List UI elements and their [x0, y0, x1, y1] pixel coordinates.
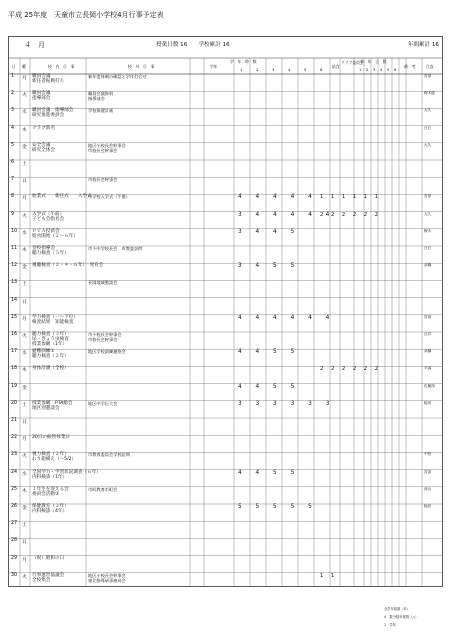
col-g1: 1: [240, 67, 243, 72]
row-weekday: 水: [22, 471, 27, 477]
row-day: 23: [11, 452, 18, 458]
row-day: 9: [11, 211, 15, 217]
row-weekday: 火: [22, 334, 27, 339]
row-duty: 白井: [424, 332, 432, 336]
row-duty: 宮部: [424, 194, 432, 199]
row-weekday: 土: [22, 402, 27, 408]
col-g3: 3: [272, 67, 275, 72]
footer-note-1: 全学年総数（O）: [384, 607, 410, 611]
row-weekday: 月: [22, 76, 27, 81]
row-duty: 宮部: [424, 314, 432, 319]
row-internal-event: 職員会議 新任者振興打ち: [32, 74, 65, 84]
row-duty: 稲田: [424, 504, 432, 508]
row-day: 20: [11, 400, 18, 406]
row-day: 14: [11, 297, 18, 303]
row-internal-event: 視力検査（２年） わり砲備え（～5/2）: [32, 452, 77, 463]
row-internal-event: 授業参観 PTA総会 地区別懇談会: [32, 400, 73, 411]
row-weekday: 木: [22, 488, 27, 494]
row-weekday: 日: [22, 540, 27, 546]
row-internal-event: ＰＴＡ役員会 給食開始（２～６年）: [32, 228, 78, 239]
row-day: 29: [11, 555, 18, 561]
col-internal: 校 内 行 事: [48, 64, 75, 69]
row-duty: 平潟: [424, 366, 432, 371]
month-label: ４ 月: [24, 41, 45, 49]
row-weekday: 水: [22, 110, 27, 116]
col-d2: 2: [366, 67, 369, 72]
row-external-event: 市小中学校長会 市教委訪問: [88, 246, 143, 251]
col-weekday: 曜: [22, 64, 26, 69]
row-day: 1: [11, 74, 15, 79]
row-day: 15: [11, 314, 18, 320]
row-external-event: 市校長会幹事会: [88, 177, 118, 183]
row-internal-event: 職員会議 指導部会: [32, 91, 51, 102]
col-club: クラブ委員会: [341, 60, 364, 65]
col-d1: 1: [359, 67, 362, 72]
row-duty: 高橋: [424, 263, 432, 268]
row-duty: 宮部: [424, 469, 432, 474]
row-day: 12: [11, 263, 18, 269]
row-weekday: 土: [22, 162, 27, 167]
row-internal-event: 入学式（午前） 子ども会指名会: [32, 211, 65, 222]
row-hours: 4 4 5 5: [238, 383, 301, 390]
annual-total: 年間累計 16: [407, 42, 439, 48]
row-day: 2: [11, 91, 15, 97]
row-internal-event: （祝）昭和の日: [32, 555, 65, 561]
row-internal-event: 安全会議 研究全体会: [32, 142, 55, 153]
row-external-event: 長岡地域懇談会: [88, 280, 118, 286]
row-duty: 稲田: [424, 400, 432, 405]
row-day: 4: [11, 125, 15, 131]
row-internal-event: 職員会議 指導部会 研究推進委員会: [32, 108, 74, 119]
row-day: 18: [11, 366, 18, 372]
row-weekday: 火: [22, 574, 27, 580]
row-duty: 高橋: [424, 349, 432, 354]
col-notes: 備 考: [404, 64, 416, 69]
row-weekday: 水: [22, 351, 27, 357]
row-day: 19: [11, 383, 18, 389]
row-hours: 4 4 5 5: [238, 349, 301, 356]
col-d5: 5: [387, 67, 390, 72]
row-external-event: 市教育委員会学校訪問: [88, 452, 130, 458]
row-internal-event: 視聴検査（２・４・６年） 発育会: [32, 263, 104, 269]
row-day: 26: [11, 504, 18, 509]
row-internal-event: クラブ新名: [32, 125, 55, 131]
days-summary: 授業日数 16 学校累計 16: [156, 42, 230, 48]
row-weekday: 金: [22, 385, 27, 391]
col-g2: 2: [256, 67, 259, 72]
row-day: 5: [11, 142, 15, 148]
row-weekday: 日: [22, 179, 27, 185]
row-external-event: 地区小校長会幹事会 東北指導研事務局会: [88, 572, 126, 583]
col-day: 日: [12, 64, 16, 69]
row-internal-event: １年生を迎える会 委員会活動③: [32, 486, 69, 497]
row-day: 16: [11, 332, 18, 337]
row-day: 25: [11, 486, 18, 492]
row-day: 17: [11, 349, 18, 355]
row-external-event: 職員会議資料 指導部会: [88, 91, 114, 102]
row-internal-event: 聴力検査（３年） 尿・ぎょう虫検査 授業参観（1年）: [32, 332, 69, 347]
row-weekday: 金: [22, 265, 27, 271]
row-weekday: 日: [22, 299, 27, 305]
col-g5: 5: [304, 67, 307, 72]
row-days: 1 1: [320, 572, 338, 579]
row-weekday: 土: [22, 523, 27, 529]
row-internal-event: 学力検査（一～下位） 検査結果 知能検査: [32, 314, 78, 325]
row-internal-event: 身体計測（全校）: [32, 366, 69, 372]
schedule-grid: [8, 36, 443, 587]
row-day: 6: [11, 160, 15, 165]
row-external-event: 市町教育市町会: [88, 486, 118, 492]
row-external-event: 中学校入学式（午後）: [88, 194, 130, 200]
row-duty: 大久: [424, 211, 432, 216]
row-duty: 大久: [424, 142, 432, 147]
row-internal-event: 全国学力・学習状況調査（６年） 内科検診（1年）: [32, 469, 101, 480]
row-hours: 3 4 4 4 4 4: [238, 211, 336, 218]
col-lunch: 給食: [332, 64, 340, 69]
row-external-event: 市小校長会幹事会 市校長会幹事会: [88, 332, 122, 342]
row-weekday: 木: [22, 127, 27, 133]
row-day: 30: [11, 572, 18, 578]
row-internal-event: 始業式 新任式 入学式: [32, 194, 92, 200]
row-day: 28: [11, 538, 18, 544]
row-internal-event: 登校指導会 聴力検査（５年）: [32, 246, 69, 256]
row-weekday: 月: [22, 196, 27, 202]
col-d6: 6: [394, 67, 397, 72]
row-day: 21: [11, 418, 18, 423]
row-internal-event: 20日の振替休業日: [32, 435, 71, 441]
row-day: 10: [11, 228, 18, 234]
row-weekday: 金: [22, 144, 27, 150]
row-weekday: 火: [22, 93, 27, 99]
footer-note-3: 1 学年: [384, 623, 396, 627]
row-hours: 4 4 5 5: [238, 469, 301, 476]
row-hours: 5 5 5 5 5: [238, 504, 318, 510]
row-duty: 白石: [424, 246, 432, 250]
row-weekday: 月: [22, 557, 27, 563]
row-duty: 大久: [424, 108, 432, 113]
row-weekday: 日: [22, 420, 27, 425]
row-hours: 4 4 4 4 4 4: [238, 314, 336, 321]
row-weekday: 月: [22, 316, 27, 322]
row-weekday: 木: [22, 368, 27, 374]
row-external-event: 地区中学伝大会: [88, 400, 118, 406]
row-duty: 中野: [424, 452, 432, 457]
row-internal-event: 避難訓練① 聴力検査（２年）: [32, 349, 69, 360]
row-external-event: 地区学校訓練連絡会: [88, 349, 126, 355]
col-hours: 学 年 時 数: [230, 59, 257, 64]
row-weekday: 火: [22, 454, 27, 460]
row-weekday: 木: [22, 248, 27, 253]
col-external: 校 外 行 事: [128, 64, 155, 69]
row-day: 13: [11, 280, 18, 286]
row-hours: 3 4 5 5: [238, 263, 301, 270]
col-days: 学 年 日 数: [360, 59, 387, 64]
row-weekday: 月: [22, 437, 27, 443]
row-days: 1 1 1 1 1 1: [320, 194, 382, 201]
row-day: 27: [11, 521, 18, 527]
row-duty: 白石: [424, 125, 432, 130]
col-g6: 6: [320, 67, 323, 72]
row-day: 8: [11, 194, 15, 200]
row-day: 11: [11, 246, 18, 251]
footer-note-2: 4 数分数年総数（△）: [384, 615, 419, 619]
col-grade: 学年: [210, 64, 218, 69]
row-duty: 宮部: [424, 74, 432, 78]
row-day: 24: [11, 469, 18, 475]
col-g4: 4: [288, 67, 291, 72]
row-internal-event: 行事運営協議会 全校集会: [32, 572, 65, 583]
row-duty: 梅木: [424, 228, 432, 233]
row-weekday: 火: [22, 213, 27, 219]
row-external-event: 新年度体制の確認と学年打合せ: [88, 74, 147, 79]
row-internal-event: 保健教室（２年） 内科検診（4年）: [32, 504, 69, 514]
row-day: 7: [11, 177, 15, 183]
row-weekday: 土: [22, 282, 27, 288]
row-day: 3: [11, 108, 15, 114]
month-header: [8, 36, 443, 58]
page-title: 平成 25年度 天童市立長岡小学校4月行事予定表: [8, 11, 164, 19]
col-duty: 日直: [426, 64, 434, 69]
row-weekday: 水: [22, 230, 27, 236]
row-days: 2 2 2 2 2 2: [320, 366, 382, 373]
row-weekday: 金: [22, 506, 27, 511]
row-duty: 梅木健: [424, 91, 435, 96]
row-days: 2 2 2 2 2 2: [320, 211, 382, 218]
row-hours: 3 3 3 3 3 3: [238, 400, 336, 407]
col-d3: 3: [373, 67, 376, 72]
row-hours: 3 4 4 5: [238, 228, 301, 235]
row-day: 22: [11, 435, 18, 441]
row-duty: 西山: [424, 486, 432, 491]
col-d4: 4: [380, 67, 383, 72]
row-external-event: 地区小校長会幹事会 市校長会幹事会: [88, 142, 126, 153]
row-external-event: 学校保健計画: [88, 108, 114, 114]
row-duty: 佐藤翔: [424, 383, 435, 388]
column-headers: [8, 60, 443, 76]
row-hours: 4 4 4 4 4: [238, 194, 318, 201]
